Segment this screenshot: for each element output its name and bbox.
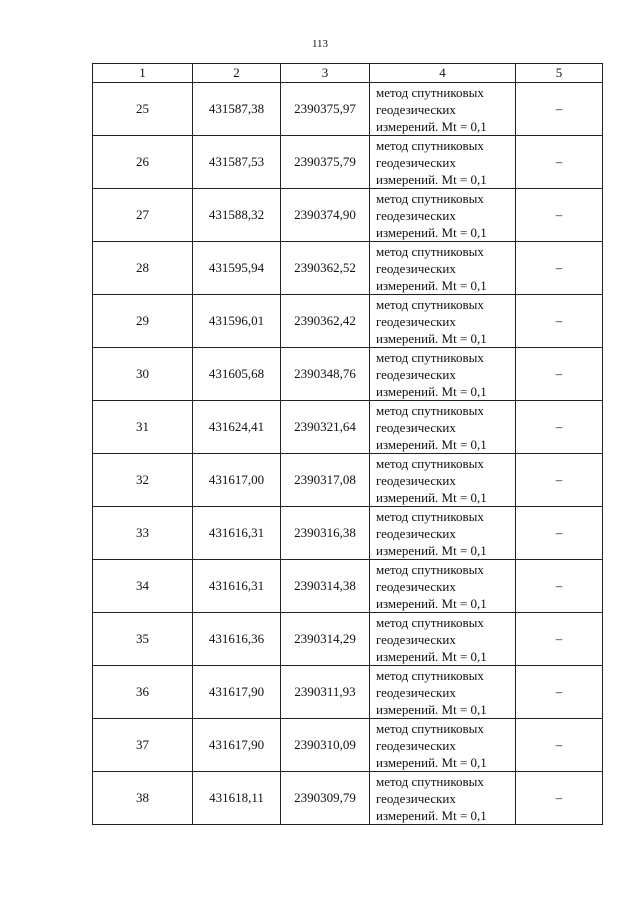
method-line: геодезических: [376, 578, 456, 594]
header-row: [93, 64, 603, 83]
coord-y: 2390314,38: [281, 560, 370, 613]
method-line: метод спутниковых: [376, 561, 484, 577]
point-number: 27: [93, 189, 193, 242]
note: –: [516, 772, 603, 825]
method-line: измерений. Mt = 0,1: [376, 489, 487, 505]
method-line: геодезических: [376, 313, 456, 329]
coord-x: 431587,38: [193, 83, 281, 136]
method-description: [370, 719, 516, 772]
coord-y: 2390317,08: [281, 454, 370, 507]
note: –: [516, 136, 603, 189]
note: –: [516, 348, 603, 401]
method-line: геодезических: [376, 154, 456, 170]
table-row: [93, 295, 603, 348]
point-number: 32: [93, 454, 193, 507]
method-line: метод спутниковых: [376, 614, 484, 630]
coord-y: 2390321,64: [281, 401, 370, 454]
method-description: [370, 613, 516, 666]
method-description: [370, 348, 516, 401]
note: –: [516, 454, 603, 507]
method-line: метод спутниковых: [376, 243, 484, 259]
table-row: [93, 401, 603, 454]
coord-x: 431588,32: [193, 189, 281, 242]
header-col-4: 4: [370, 64, 516, 83]
coord-y: 2390374,90: [281, 189, 370, 242]
note: –: [516, 560, 603, 613]
point-number: 36: [93, 666, 193, 719]
coord-x: 431595,94: [193, 242, 281, 295]
method-description: [370, 560, 516, 613]
note: –: [516, 613, 603, 666]
method-line: измерений. Mt = 0,1: [376, 383, 487, 399]
table-row: [93, 136, 603, 189]
method-description: [370, 507, 516, 560]
method-line: измерений. Mt = 0,1: [376, 542, 487, 558]
point-number: 38: [93, 772, 193, 825]
method-line: метод спутниковых: [376, 455, 484, 471]
table-row: [93, 189, 603, 242]
method-line: измерений. Mt = 0,1: [376, 224, 487, 240]
point-number: 35: [93, 613, 193, 666]
point-number: 34: [93, 560, 193, 613]
coord-y: 2390375,97: [281, 83, 370, 136]
method-line: измерений. Mt = 0,1: [376, 595, 487, 611]
note: –: [516, 83, 603, 136]
point-number: 26: [93, 136, 193, 189]
coord-x: 431596,01: [193, 295, 281, 348]
method-line: метод спутниковых: [376, 720, 484, 736]
method-line: измерений. Mt = 0,1: [376, 807, 487, 823]
method-description: [370, 401, 516, 454]
coord-y: 2390309,79: [281, 772, 370, 825]
header-col-2: 2: [193, 64, 281, 83]
method-description: [370, 295, 516, 348]
method-line: геодезических: [376, 631, 456, 647]
method-line: измерений. Mt = 0,1: [376, 648, 487, 664]
coordinates-table: [92, 63, 603, 825]
method-description: [370, 83, 516, 136]
coord-x: 431624,41: [193, 401, 281, 454]
method-line: геодезических: [376, 472, 456, 488]
page-number: 113: [311, 38, 329, 50]
table-row: [93, 666, 603, 719]
method-line: измерений. Mt = 0,1: [376, 277, 487, 293]
coord-x: 431617,90: [193, 719, 281, 772]
header-col-3: 3: [281, 64, 370, 83]
coord-x: 431616,36: [193, 613, 281, 666]
coord-y: 2390310,09: [281, 719, 370, 772]
method-line: измерений. Mt = 0,1: [376, 701, 487, 717]
point-number: 33: [93, 507, 193, 560]
point-number: 37: [93, 719, 193, 772]
method-line: метод спутниковых: [376, 773, 484, 789]
point-number: 25: [93, 83, 193, 136]
note: –: [516, 242, 603, 295]
coord-y: 2390311,93: [281, 666, 370, 719]
method-line: метод спутниковых: [376, 402, 484, 418]
method-line: измерений. Mt = 0,1: [376, 754, 487, 770]
table-row: [93, 454, 603, 507]
header-col-1: 1: [93, 64, 193, 83]
coord-x: 431616,31: [193, 560, 281, 613]
method-description: [370, 136, 516, 189]
method-line: метод спутниковых: [376, 667, 484, 683]
coord-y: 2390314,29: [281, 613, 370, 666]
method-line: геодезических: [376, 207, 456, 223]
method-line: измерений. Mt = 0,1: [376, 118, 487, 134]
method-line: метод спутниковых: [376, 349, 484, 365]
header-col-5: 5: [516, 64, 603, 83]
note: –: [516, 401, 603, 454]
method-line: геодезических: [376, 525, 456, 541]
method-line: измерений. Mt = 0,1: [376, 171, 487, 187]
method-description: [370, 666, 516, 719]
table-row: [93, 83, 603, 136]
coord-y: 2390375,79: [281, 136, 370, 189]
coord-x: 431616,31: [193, 507, 281, 560]
note: –: [516, 295, 603, 348]
point-number: 30: [93, 348, 193, 401]
method-line: геодезических: [376, 790, 456, 806]
note: –: [516, 719, 603, 772]
method-line: метод спутниковых: [376, 137, 484, 153]
method-line: геодезических: [376, 737, 456, 753]
table-row: [93, 348, 603, 401]
method-description: [370, 189, 516, 242]
note: –: [516, 189, 603, 242]
method-line: геодезических: [376, 366, 456, 382]
coord-y: 2390348,76: [281, 348, 370, 401]
coord-x: 431605,68: [193, 348, 281, 401]
method-line: геодезических: [376, 260, 456, 276]
method-line: геодезических: [376, 419, 456, 435]
table-row: [93, 772, 603, 825]
table-row: [93, 560, 603, 613]
method-description: [370, 242, 516, 295]
coord-y: 2390362,42: [281, 295, 370, 348]
note: –: [516, 507, 603, 560]
method-line: измерений. Mt = 0,1: [376, 330, 487, 346]
coord-x: 431617,90: [193, 666, 281, 719]
method-description: [370, 454, 516, 507]
coord-x: 431617,00: [193, 454, 281, 507]
method-line: измерений. Mt = 0,1: [376, 436, 487, 452]
table-row: [93, 719, 603, 772]
coord-y: 2390316,38: [281, 507, 370, 560]
method-line: геодезических: [376, 101, 456, 117]
method-line: метод спутниковых: [376, 296, 484, 312]
method-line: метод спутниковых: [376, 84, 484, 100]
method-description: [370, 772, 516, 825]
point-number: 31: [93, 401, 193, 454]
method-line: метод спутниковых: [376, 508, 484, 524]
coord-x: 431618,11: [193, 772, 281, 825]
coord-x: 431587,53: [193, 136, 281, 189]
method-line: метод спутниковых: [376, 190, 484, 206]
table-row: [93, 242, 603, 295]
table-row: [93, 613, 603, 666]
point-number: 29: [93, 295, 193, 348]
method-line: геодезических: [376, 684, 456, 700]
coord-y: 2390362,52: [281, 242, 370, 295]
note: –: [516, 666, 603, 719]
point-number: 28: [93, 242, 193, 295]
table-row: [93, 507, 603, 560]
